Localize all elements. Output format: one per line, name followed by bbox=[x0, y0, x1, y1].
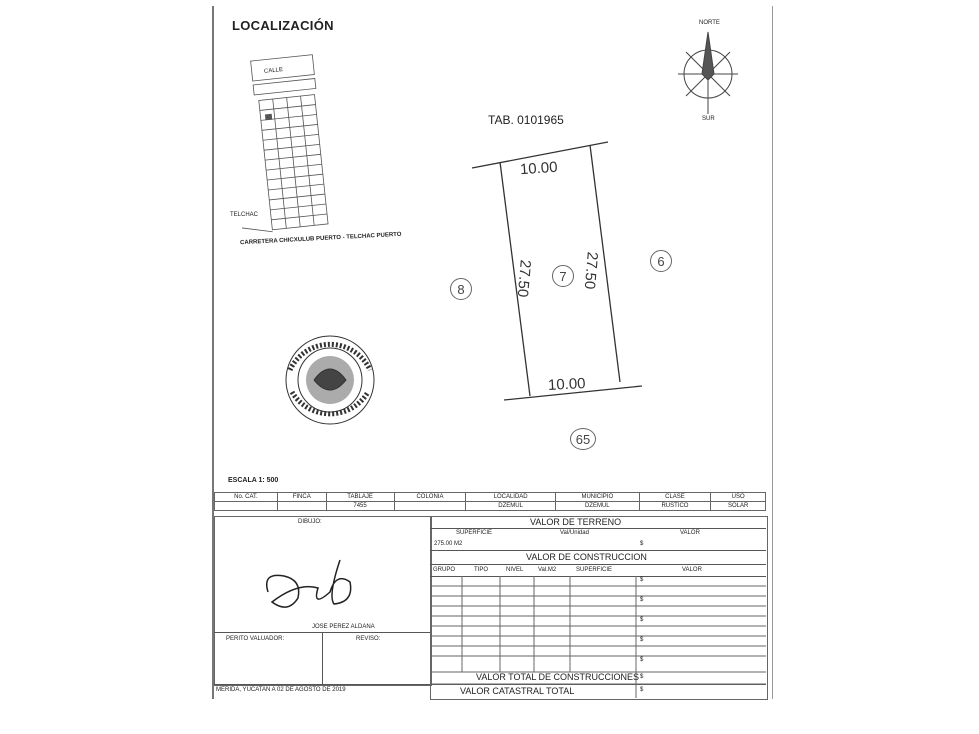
constr-col-valor: VALOR bbox=[682, 567, 702, 573]
dibujo-label: DIBUJO: bbox=[298, 519, 322, 525]
header-table bbox=[214, 492, 766, 511]
constr-dollar-3: $ bbox=[640, 617, 644, 623]
constr-dollar-4: $ bbox=[640, 637, 644, 643]
location-map bbox=[226, 48, 426, 248]
map-street-label: CALLE bbox=[263, 67, 284, 75]
official-seal-icon bbox=[280, 330, 380, 430]
constr-dollar-1: $ bbox=[640, 577, 644, 583]
lot-left-dimension: 27.50 bbox=[513, 259, 534, 298]
lot-bottom-dimension: 10.00 bbox=[547, 375, 586, 394]
perito-label: PERITO VALUADOR: bbox=[226, 636, 285, 642]
constr-col-superficie: SUPERFICIE bbox=[576, 567, 613, 573]
total-catastral-label: VALOR CATASTRAL TOTAL bbox=[460, 686, 575, 696]
terreno-col-superficie: SUPERFICIE bbox=[456, 530, 493, 536]
hdr-val-colonia bbox=[394, 502, 466, 511]
valor-construccion-title: VALOR DE CONSTRUCCION bbox=[526, 552, 647, 562]
south-neighbor-lot: 65 bbox=[570, 428, 596, 450]
constr-dollar-5: $ bbox=[640, 657, 644, 663]
constr-col-grupo: GRUPO bbox=[433, 567, 456, 573]
total-construcciones-dollar: $ bbox=[640, 674, 644, 680]
terreno-col-valor: VALOR bbox=[680, 530, 700, 536]
hdr-val-cat bbox=[215, 502, 278, 511]
signature-icon bbox=[258, 552, 368, 618]
tab-number: TAB. 0101965 bbox=[488, 113, 564, 127]
map-side-label: TELCHAC bbox=[230, 212, 259, 218]
hdr-val-municipio: DZEMUL bbox=[555, 502, 639, 511]
constr-col-tipo: TIPO bbox=[474, 567, 489, 573]
hdr-col-colonia: COLONIA bbox=[394, 493, 466, 502]
constr-dollar-2: $ bbox=[640, 597, 644, 603]
hdr-col-municipio: MUNICIPIO bbox=[555, 493, 639, 502]
compass-north-label: NORTE bbox=[699, 20, 720, 26]
drafter-name: JOSE PEREZ ALDANA bbox=[312, 624, 375, 630]
hdr-col-tablaje: TABLAJE bbox=[326, 493, 394, 502]
hdr-val-uso: SOLAR bbox=[711, 502, 766, 511]
page-title: LOCALIZACIÓN bbox=[232, 18, 334, 33]
lot-right-dimension: 27.50 bbox=[580, 251, 601, 290]
date-label: MERIDA, YUCATAN A 02 DE AGOSTO DE 2019 bbox=[216, 687, 346, 693]
road-label: CARRETERA CHICXULUB PUERTO - TELCHAC PUERTO bbox=[239, 231, 402, 247]
constr-col-nivel: NIVEL bbox=[506, 567, 524, 573]
total-construcciones-label: VALOR TOTAL DE CONSTRUCCIONES bbox=[476, 672, 640, 682]
hdr-val-finca bbox=[277, 502, 326, 511]
lot-top-dimension: 10.00 bbox=[519, 158, 559, 179]
hdr-col-localidad: LOCALIDAD bbox=[466, 493, 556, 502]
total-catastral-dollar: $ bbox=[640, 687, 644, 693]
hdr-col-clase: CLASE bbox=[639, 493, 711, 502]
terreno-valor-value: $ bbox=[640, 541, 644, 547]
hdr-col-cat: No. CAT. bbox=[215, 493, 278, 502]
terreno-col-valunidad: Val/Unidad bbox=[560, 530, 589, 536]
compass-south-label: SUR bbox=[702, 116, 715, 122]
hdr-val-tablaje: 7455 bbox=[326, 502, 394, 511]
valor-terreno-title: VALOR DE TERRENO bbox=[530, 517, 622, 527]
east-neighbor-lot: 6 bbox=[650, 250, 672, 272]
west-neighbor-lot: 8 bbox=[450, 278, 472, 300]
lot-number: 7 bbox=[552, 265, 574, 287]
reviso-label: REVISO: bbox=[356, 636, 381, 642]
hdr-val-clase: RUSTICO bbox=[639, 502, 711, 511]
scale-label: ESCALA 1: 500 bbox=[228, 477, 279, 484]
hdr-col-uso: USO bbox=[711, 493, 766, 502]
hdr-col-finca: FINCA bbox=[277, 493, 326, 502]
terreno-superficie-value: 275.00 M2 bbox=[434, 541, 463, 547]
constr-col-valm2: Val.M2 bbox=[538, 567, 557, 573]
hdr-val-localidad: DZEMUL bbox=[466, 502, 556, 511]
compass-icon bbox=[672, 22, 744, 122]
